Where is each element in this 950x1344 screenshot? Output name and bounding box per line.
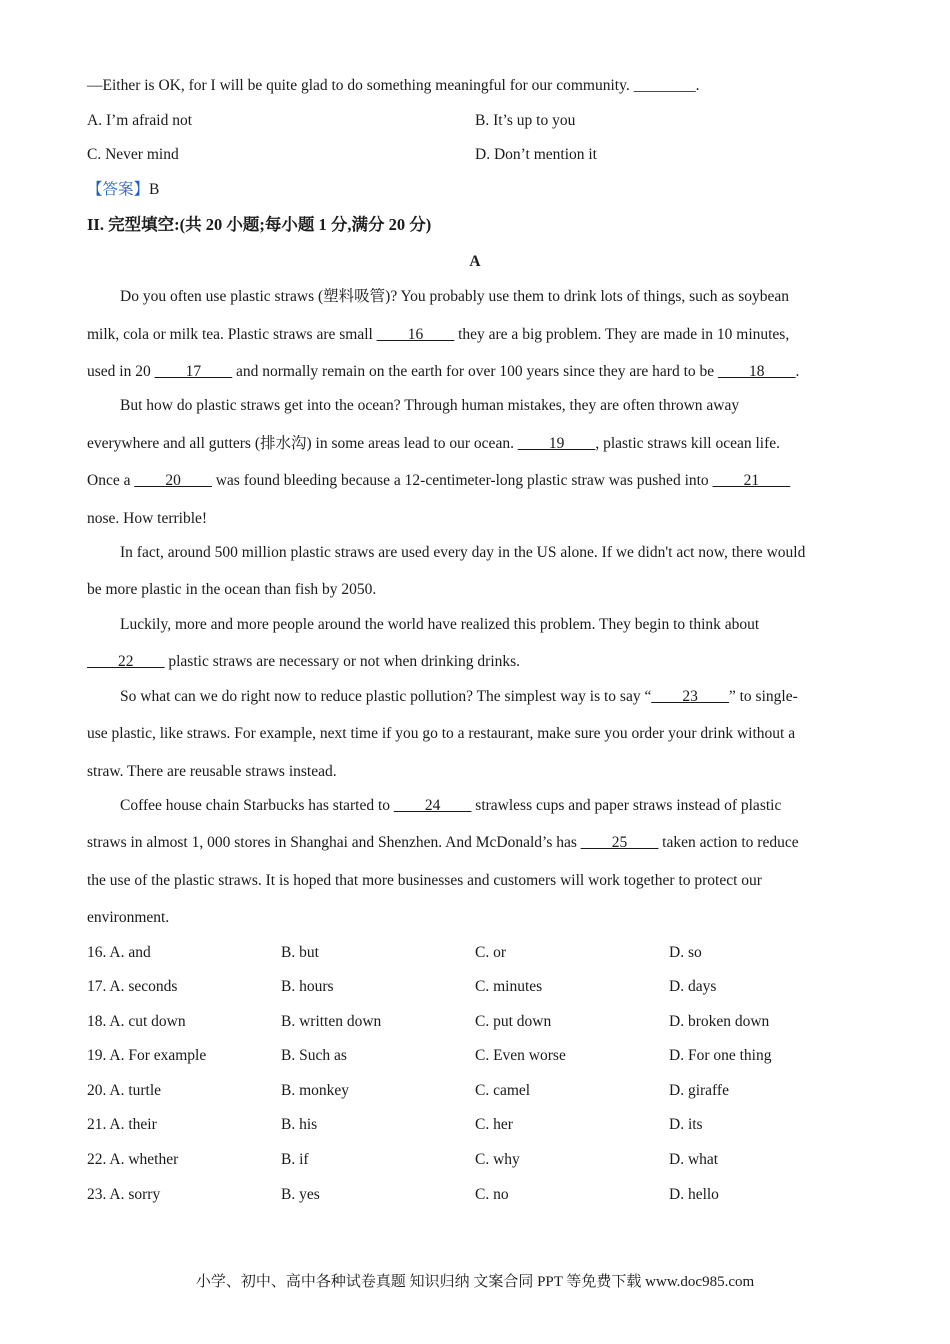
option-a: 17. A. seconds — [87, 978, 178, 995]
blank-20: ____20____ — [134, 472, 212, 489]
answer-value: B — [149, 181, 160, 198]
option-d: D. hello — [669, 1186, 719, 1203]
text: used in 20 — [87, 363, 155, 380]
answer-tag: 【答案】 — [87, 181, 150, 198]
option-d: D. broken down — [669, 1013, 770, 1030]
text: milk, cola or milk tea. Plastic straws are small — [87, 326, 377, 343]
option-a: 23. A. sorry — [87, 1186, 161, 1203]
passage-p6-line3: the use of the plastic straws. It is hoped that more businesses and customers will work together to protect our — [87, 872, 762, 889]
option-b: B. his — [281, 1116, 318, 1133]
option-c: C. why — [475, 1151, 520, 1168]
option-c: C. minutes — [475, 978, 543, 995]
option-b: B. if — [281, 1151, 309, 1168]
option-b: B. yes — [281, 1186, 320, 1203]
text: ” to single- — [728, 688, 798, 705]
passage-p2-line2 — [87, 434, 780, 454]
option-a: 16. A. and — [87, 944, 151, 961]
passage-p2-line3 — [87, 471, 790, 491]
option-d: D. giraffe — [669, 1082, 729, 1099]
text: taken action to reduce — [658, 834, 799, 851]
passage-p3-line2: be more plastic in the ocean than fish by 2050. — [87, 581, 377, 598]
text: Once a — [87, 472, 135, 489]
option-c: C. or — [475, 944, 506, 961]
text: straws in almost 1, 000 stores in Shanghai and Shenzhen. And McDonald’s has — [87, 834, 581, 851]
text: , plastic straws kill ocean life. — [595, 435, 780, 452]
passage-p3-line1: In fact, around 500 million plastic straws are used every day in the US alone. If we didn't act now, there would — [120, 544, 806, 561]
passage-label: A — [469, 253, 481, 270]
passage-p2-line4: nose. How terrible! — [87, 510, 208, 527]
option-b: B. hours — [281, 978, 334, 995]
text: So what can we do right now to reduce plastic pollution? The simplest way is to say “ — [120, 688, 652, 705]
passage-p5-line3: straw. There are reusable straws instead. — [87, 763, 337, 780]
answer-line — [87, 180, 159, 200]
passage-p5-line2: use plastic, like straws. For example, next time if you go to a restaurant, make sure you order your drink without a — [87, 725, 796, 742]
option-d: D. so — [669, 944, 702, 961]
passage-p6-line4: environment. — [87, 909, 170, 926]
text: strawless cups and paper straws instead of plastic — [471, 797, 782, 814]
option-d: D. its — [669, 1116, 703, 1133]
passage-p1-line1: Do you often use plastic straws (塑料吸管)? You probably use them to drink lots of things, such as soybean — [120, 288, 790, 305]
option-b: B. but — [281, 944, 319, 961]
passage-p2-line1: But how do plastic straws get into the ocean? Through human mistakes, they are often thrown away — [120, 397, 740, 414]
option-c: C. her — [475, 1116, 513, 1133]
section-title: II. 完型填空:(共 20 小题;每小题 1 分,满分 20 分) — [87, 215, 432, 234]
passage-p4-line1: Luckily, more and more people around the world have realized this problem. They begin to think about — [120, 616, 760, 633]
passage-p6-line1 — [120, 796, 781, 816]
blank-18: ____18____ — [718, 363, 796, 380]
text: . — [795, 363, 800, 380]
option-b: B. written down — [281, 1013, 382, 1030]
option-c: C. Even worse — [475, 1047, 566, 1064]
passage-p1-line3 — [87, 362, 799, 382]
option-b: B. monkey — [281, 1082, 350, 1099]
text: everywhere and all gutters (排水沟) in some areas lead to our ocean. — [87, 435, 518, 452]
passage-p4-line2 — [87, 652, 520, 672]
prev-question-dialog: —Either is OK, for I will be quite glad to do something meaningful for our community. ________. — [87, 77, 700, 94]
blank-24: ____24____ — [393, 797, 472, 814]
prev-option-c: C. Never mind — [87, 146, 179, 163]
option-c: C. put down — [475, 1013, 552, 1030]
option-d: D. days — [669, 978, 717, 995]
option-b: B. Such as — [281, 1047, 347, 1064]
option-a: 19. A. For example — [87, 1047, 207, 1064]
page-footer: 小学、初中、高中各种试卷真题 知识归纳 文案合同 PPT 等免费下载 www.doc985.com — [195, 1274, 755, 1290]
text: was found bleeding because a 12-centimeter-long plastic straw was pushed into — [211, 472, 713, 489]
text: they are a big problem. They are made in 10 minutes, — [454, 326, 790, 343]
prev-option-b: B. It’s up to you — [475, 112, 576, 129]
option-a: 21. A. their — [87, 1116, 157, 1133]
text: Coffee house chain Starbucks has started to — [120, 797, 394, 814]
blank-19: ____19____ — [517, 435, 596, 452]
blank-22: ____22____ — [87, 653, 165, 670]
passage-p6-line2 — [87, 833, 799, 853]
option-d: D. what — [669, 1151, 719, 1168]
option-a: 22. A. whether — [87, 1151, 179, 1168]
prev-option-d: D. Don’t mention it — [475, 146, 597, 163]
blank-17: ____17____ — [154, 363, 233, 380]
option-a: 18. A. cut down — [87, 1013, 186, 1030]
blank-16: ____16____ — [376, 326, 455, 343]
passage-p1-line2 — [87, 325, 789, 345]
option-c: C. no — [475, 1186, 509, 1203]
blank-25: ____25____ — [580, 834, 659, 851]
passage-p5-line1 — [120, 687, 798, 707]
option-a: 20. A. turtle — [87, 1082, 162, 1099]
blank-23: ____23____ — [651, 688, 729, 705]
option-d: D. For one thing — [669, 1047, 772, 1064]
text: and normally remain on the earth for over 100 years since they are hard to be — [232, 363, 719, 380]
text: plastic straws are necessary or not when drinking drinks. — [164, 653, 521, 670]
option-c: C. camel — [475, 1082, 531, 1099]
prev-option-a: A. I’m afraid not — [87, 112, 193, 129]
blank-21: ____21____ — [712, 472, 791, 489]
